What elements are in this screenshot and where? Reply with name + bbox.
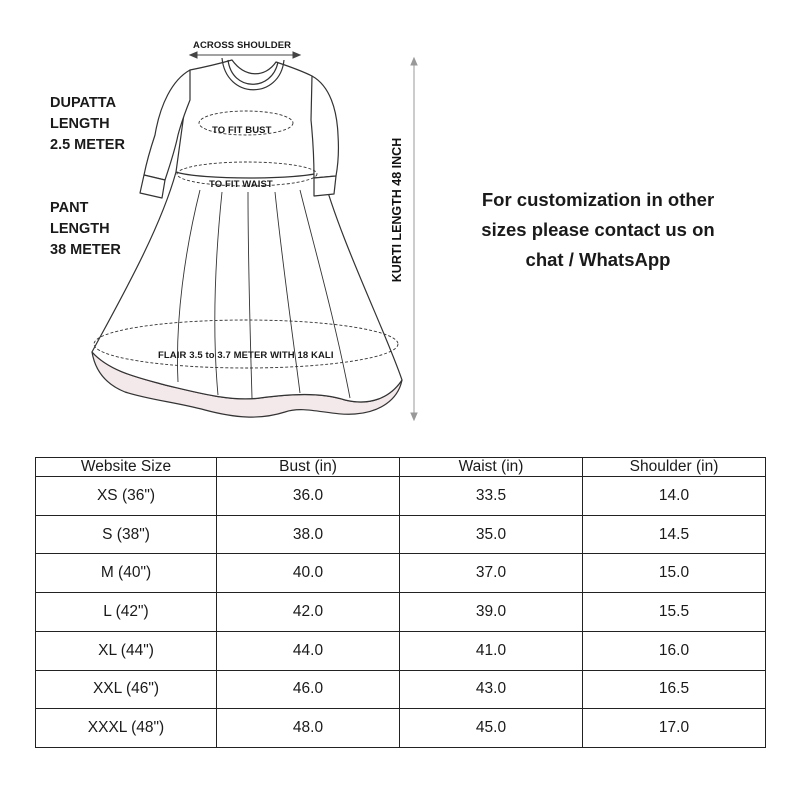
waist-cell: 33.5 (400, 477, 583, 516)
table-header-row (36, 458, 766, 477)
shoulder-cell: 15.5 (583, 593, 766, 632)
header-bust: Bust (in) (217, 458, 400, 477)
table-row (36, 631, 766, 670)
table-row (36, 593, 766, 632)
shoulder-cell: 16.5 (583, 670, 766, 709)
bust-cell: 44.0 (217, 631, 400, 670)
waist-cell: 35.0 (400, 515, 583, 554)
size-cell: XXL (46") (36, 670, 217, 709)
waist-cell: 45.0 (400, 709, 583, 748)
shoulder-cell: 17.0 (583, 709, 766, 748)
kurti-length-label: KURTI LENGTH 48 INCH (390, 137, 404, 283)
table-row (36, 554, 766, 593)
bust-cell: 42.0 (217, 593, 400, 632)
header-waist: Waist (in) (400, 458, 583, 477)
size-cell: XS (36") (36, 477, 217, 516)
to-fit-bust-label: TO FIT BUST (212, 125, 272, 136)
header-website-size: Website Size (36, 458, 217, 477)
bust-cell: 38.0 (217, 515, 400, 554)
waist-cell: 43.0 (400, 670, 583, 709)
size-cell: L (42") (36, 593, 217, 632)
flair-label: FLAIR 3.5 to 3.7 METER WITH 18 KALI (158, 350, 334, 361)
waist-cell: 39.0 (400, 593, 583, 632)
table-row (36, 477, 766, 516)
dupatta-length-note: DUPATTA LENGTH 2.5 METER (50, 95, 125, 153)
size-cell: S (38") (36, 515, 217, 554)
pant-length-note: PANT LENGTH 38 METER (50, 200, 121, 258)
table-row (36, 709, 766, 748)
size-chart-table (35, 457, 766, 748)
right-sleeve (311, 76, 338, 178)
bust-cell: 48.0 (217, 709, 400, 748)
size-cell: XL (44") (36, 631, 217, 670)
table-row (36, 670, 766, 709)
across-shoulder-label: ACROSS SHOULDER (193, 40, 292, 51)
waist-cell: 37.0 (400, 554, 583, 593)
size-cell: XXXL (48") (36, 709, 217, 748)
shoulder-cell: 15.0 (583, 554, 766, 593)
shoulder-cell: 14.0 (583, 477, 766, 516)
to-fit-waist-label: TO FIT WAIST (209, 179, 273, 190)
shoulder-cell: 16.0 (583, 631, 766, 670)
dress-bodice (176, 60, 322, 178)
bust-cell: 40.0 (217, 554, 400, 593)
header-shoulder: Shoulder (in) (583, 458, 766, 477)
dress-skirt (92, 172, 402, 402)
size-cell: M (40") (36, 554, 217, 593)
bust-cell: 46.0 (217, 670, 400, 709)
bust-cell: 36.0 (217, 477, 400, 516)
customization-contact-note: For customization in other sizes please contact us on chat / WhatsApp (481, 189, 715, 270)
waist-cell: 41.0 (400, 631, 583, 670)
table-row (36, 515, 766, 554)
shoulder-cell: 14.5 (583, 515, 766, 554)
